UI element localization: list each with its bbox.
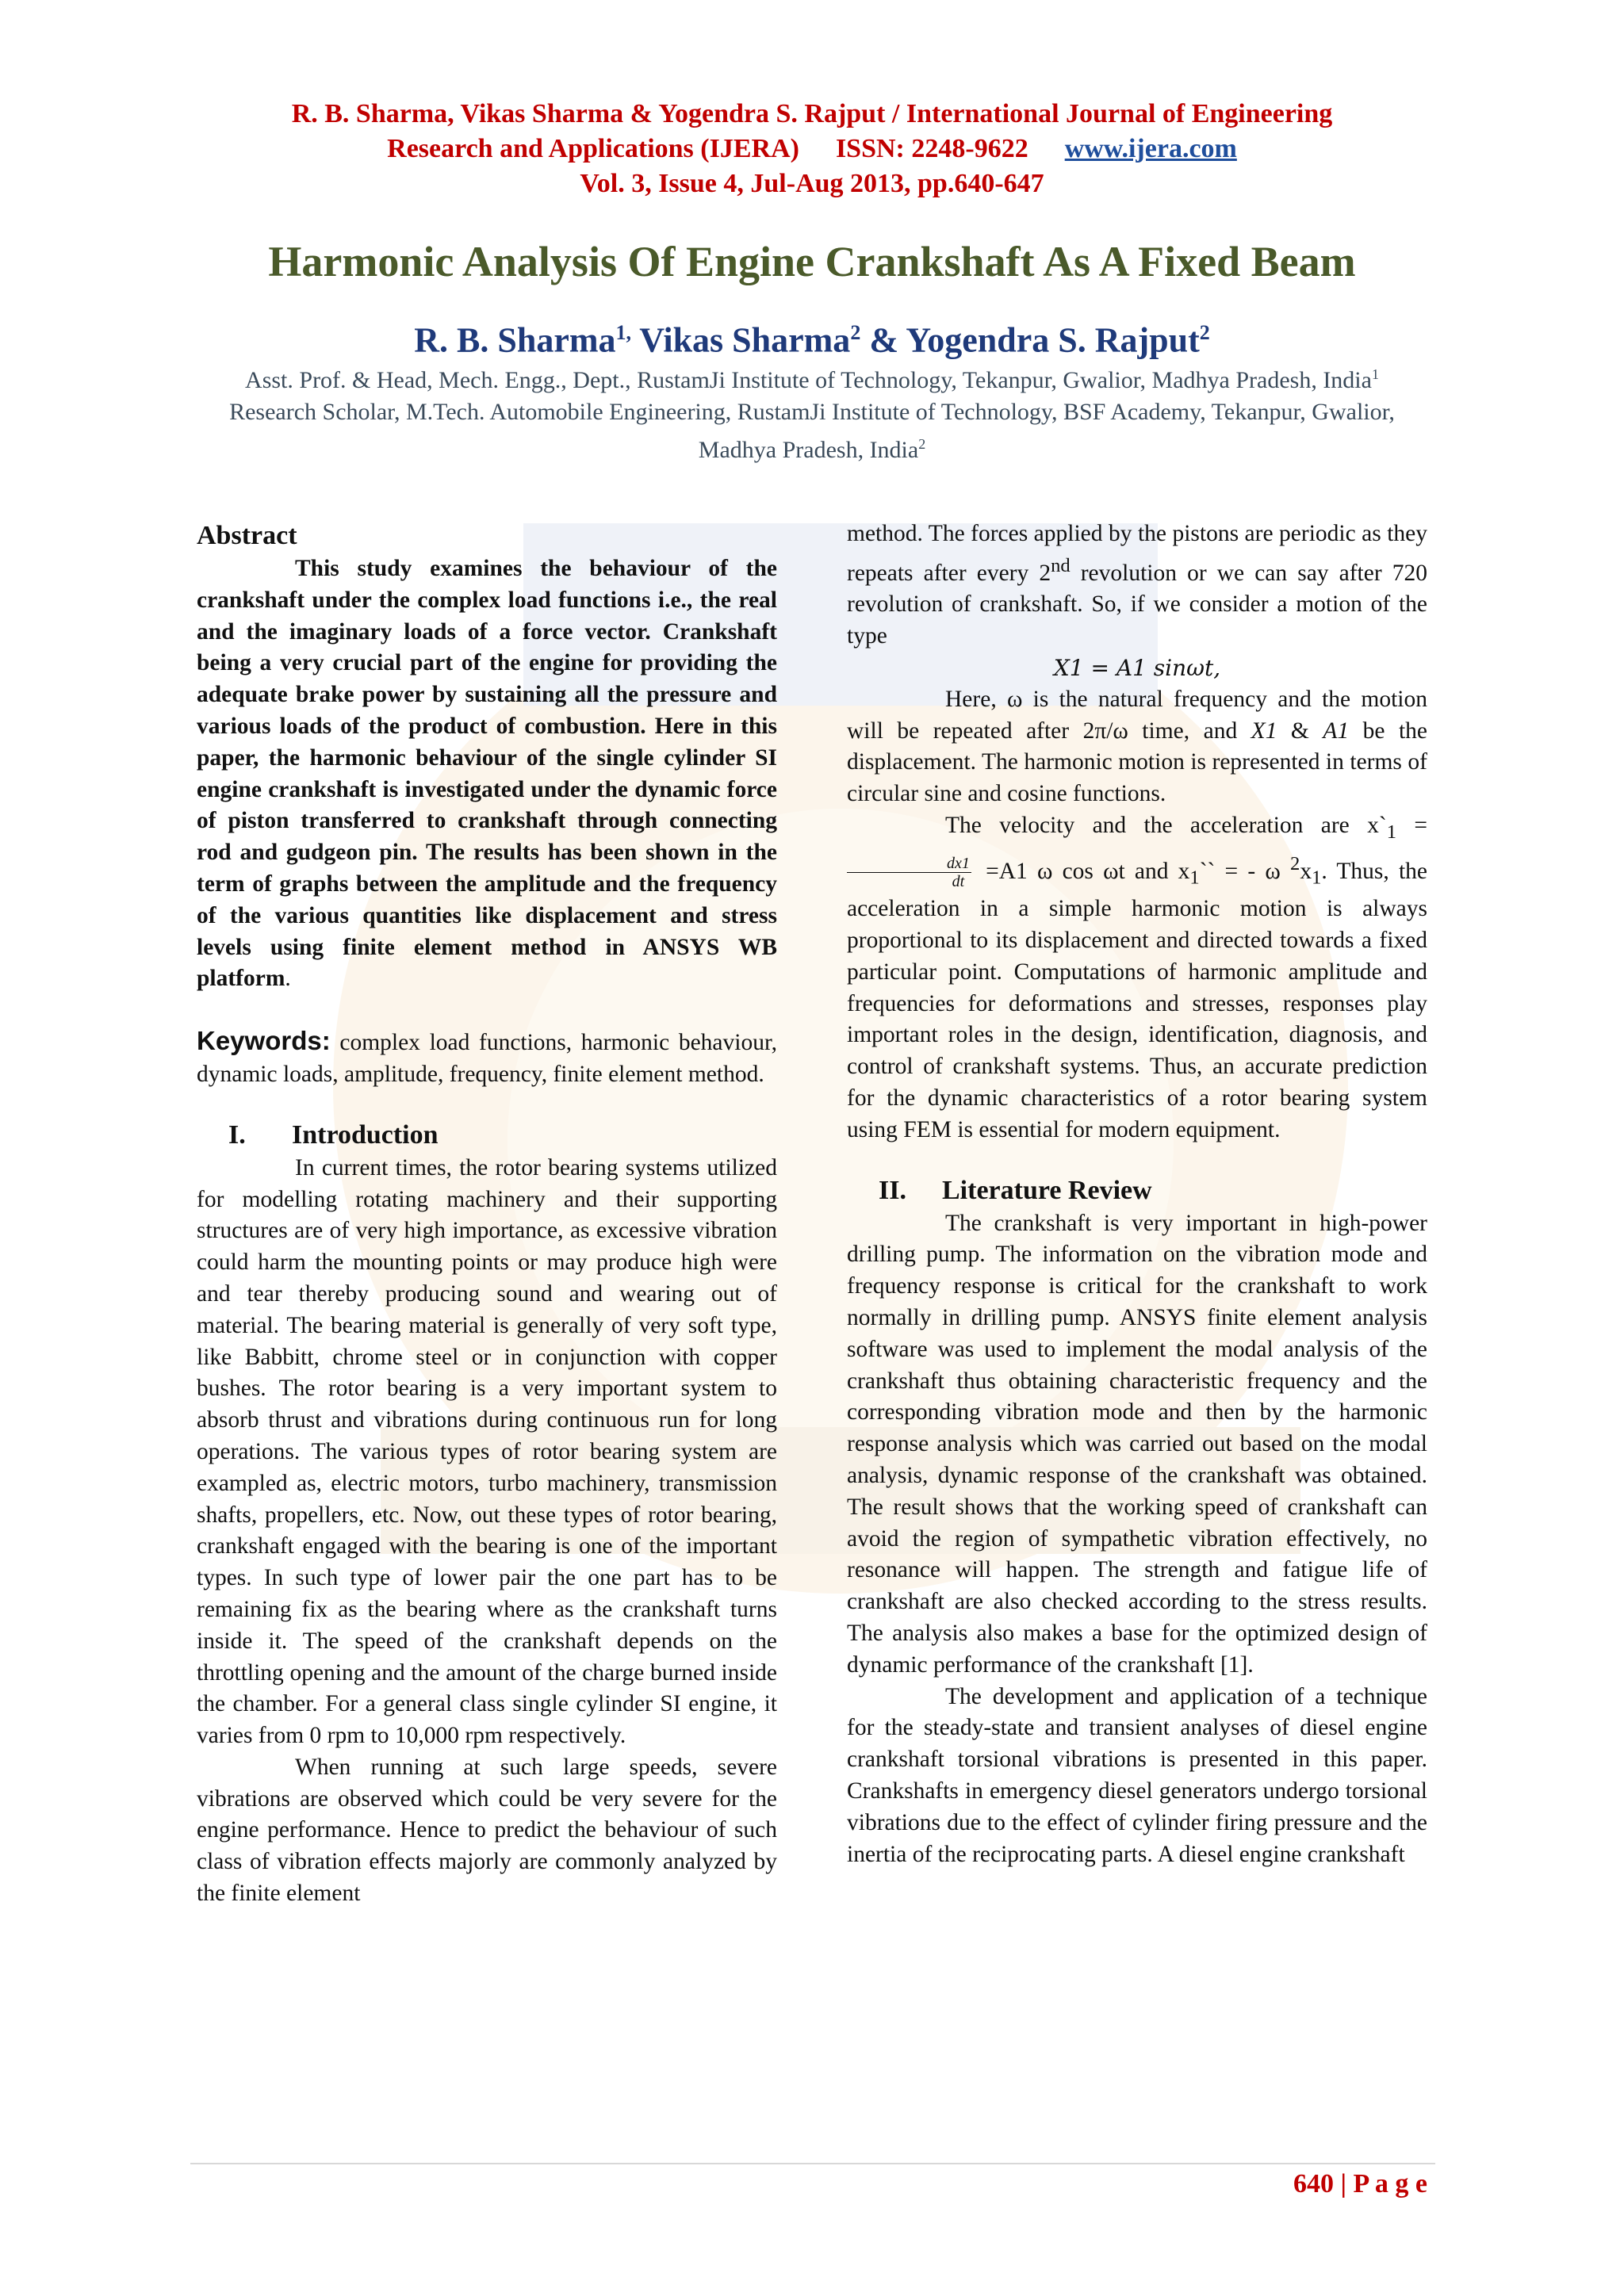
derivative-fraction <box>847 855 971 890</box>
intro-p5-text-c: `` = - ω <box>1199 858 1291 884</box>
section-number-2: II. <box>879 1175 906 1205</box>
keywords-label: Keywords: <box>197 1026 331 1056</box>
intro-p5-text-e: . Thus, the acceleration in a simple harmonic motion is always proportional to its displacement and directed towards a fixed particular point. Computations of harmonic amplitude and frequencies for deformations and stresses, responses play important roles in the design, identification, diagnosis, and control of crankshaft systems. Thus, an accurate prediction for the dynamic characteristics of a rotor bearing system using FEM is essential for modern equipment. <box>847 858 1427 1142</box>
subscript-3: 1 <box>1312 867 1322 889</box>
fraction-numerator: dx1 <box>847 855 971 873</box>
intro-paragraph-3 <box>847 519 1427 652</box>
intro-paragraph-1: In current times, the rotor bearing systems utilized for modelling rotating machinery and their supporting structures are of very high importance, as excessive vibration could harm the mounting points or may produce high were and tear thereby producing sound and wearing out of material. The bearing material is generally of very soft type, like Babbitt, chrome steel or in conjunction with copper bushes. The rotor bearing is a very important system to absorb thrust and vibrations during continuous run for long operations. The various types of rotor bearing system are exampled as, electric motors, turbo machinery, transmission shafts, propellers, etc. Now, out these types of rotor bearing, crankshaft engaged with the bearing is one of the important types. In such type of lower pair the one part has to be remaining fix as the bearing where as the crankshaft turns inside it. The speed of the crankshaft depends on the throttling opening and the amount of the charge burned inside the chamber. For a general class single cylinder SI engine, it varies from 0 rpm to 10,000 rpm respectively. <box>197 1154 777 1749</box>
fraction-denominator: dt <box>952 873 965 891</box>
header-line-3: Vol. 3, Issue 4, Jul-Aug 2013, pp.640-647 <box>580 169 1044 198</box>
symbol-a1: A1 <box>1323 718 1350 744</box>
author-list <box>0 311 1624 363</box>
intro-p3-text-b: revolution or we can say after 720 revolution of crankshaft. So, if we consider a motion of the type <box>847 560 1427 649</box>
journal-header <box>0 97 1624 201</box>
page-number: 640 | P a g e <box>1293 2169 1427 2198</box>
abstract-body <box>197 553 777 995</box>
abstract-period: . <box>285 966 291 992</box>
symbol-x1: X1 <box>1251 718 1277 744</box>
author-2: Vikas Sharma <box>631 320 851 360</box>
intro-paragraph-5 <box>847 810 1427 1146</box>
affiliations <box>222 358 1402 466</box>
intro-p4-text-b: be the displacement. The harmonic motion is represented in terms of circular sine and cosine functions. <box>847 718 1427 807</box>
affiliation-2 <box>222 396 1402 466</box>
issn: ISSN: 2248-9622 <box>835 134 1028 163</box>
paper-title: Harmonic Analysis Of Engine Crankshaft As A Fixed Beam <box>268 238 1356 285</box>
header-line-1: R. B. Sharma, Vikas Sharma & Yogendra S. Rajput / International Journal of Engineering <box>291 99 1333 128</box>
author-3-mark: 2 <box>1199 321 1210 344</box>
journal-name: Research and Applications (IJERA) <box>387 134 799 163</box>
superscript-2: 2 <box>1290 852 1300 874</box>
intro-p5-text-b: =A1 ω cos ωt and x <box>975 858 1190 884</box>
section-title-introduction: Introduction <box>292 1119 439 1150</box>
intro-p5-text-a: The velocity and the acceleration are x` <box>945 813 1387 838</box>
journal-website-link[interactable]: www.ijera.com <box>1064 134 1237 163</box>
lit-paragraph-2: The development and application of a technique for the steady-state and transient analyses of diesel engine crankshaft torsional vibrations is presented in this paper. Crankshafts in emergency diesel generators undergo torsional vibrations due to the effect of cylinder firing pressure and the inertia of the reciprocating parts. A diesel engine crankshaft <box>847 1683 1427 1867</box>
section-heading-literature-review <box>847 1173 1427 1208</box>
author-2-mark: 2 <box>850 321 861 344</box>
abstract-heading: Abstract <box>197 521 297 550</box>
subscript-2: 1 <box>1189 867 1200 889</box>
intro-paragraph-4 <box>847 684 1427 810</box>
header-line-2 <box>0 132 1624 166</box>
section-title-literature-review: Literature Review <box>942 1175 1152 1205</box>
intro-paragraph-2: When running at such large speeds, severe vibrations are observed which could be very severe for the engine performance. Hence to predict the behaviour of such class of vibration effects majorly are commonly analyzed by the finite element <box>197 1754 777 1907</box>
affiliation-1 <box>222 358 1402 396</box>
left-column <box>197 519 777 1910</box>
ordinal-suffix: nd <box>1051 554 1071 576</box>
section-heading-introduction <box>197 1118 777 1153</box>
affiliation-2-mark: 2 <box>918 436 926 452</box>
subscript-1: 1 <box>1386 821 1396 843</box>
author-3: & Yogendra S. Rajput <box>860 320 1200 360</box>
author-1-mark: 1, <box>615 321 632 344</box>
keywords-text: complex load functions, harmonic behaviour, dynamic loads, amplitude, frequency, finite element method. <box>197 1030 777 1087</box>
intro-p4-amp: & <box>1277 718 1323 744</box>
motion-equation: X1 = A1 sinωt, <box>1053 655 1221 682</box>
section-number-1: I. <box>228 1119 246 1150</box>
right-column <box>847 519 1427 1870</box>
affiliation-2-text: Research Scholar, M.Tech. Automobile Engineering, RustamJi Institute of Technology, BSF Academy, Tekanpur, Gwalior, Madhya Pradesh, India <box>229 399 1395 463</box>
author-1: R. B. Sharma <box>414 320 616 360</box>
keywords <box>197 1025 777 1091</box>
intro-p4-text-a: Here, ω is the natural frequency and the motion will be repeated after 2π/ω time, and <box>847 686 1427 744</box>
lit-paragraph-1: The crankshaft is very important in high-power drilling pump. The information on the vibration mode and frequency response is critical for the crankshaft to work normally in drilling pump. ANSYS finite element analysis software was used to implement the modal analysis of the crankshaft thus obtaining characteristic frequency and the corresponding vibration mode and then by the harmonic response analysis which was carried out based on the modal analysis, dynamic response of the crankshaft was obtained. The result shows that the working speed of crankshaft can avoid the region of sympathetic vibration effectively, no resonance will happen. The strength and fatigue life of crankshaft are also checked according to the stress results. The analysis also makes a base for the optimized design of dynamic performance of the crankshaft [1]. <box>847 1210 1427 1678</box>
footer-divider <box>190 2163 1435 2164</box>
abstract-text: This study examines the behaviour of the crankshaft under the complex load functions i.e., the real and the imaginary loads of a force vector. Crankshaft being a very crucial part of the engine for providing the adequate brake power by sustaining all the pressure and various loads of the product of combustion. Here in this paper, the harmonic behaviour of the single cylinder SI engine crankshaft is investigated under the dynamic force of piston transferred to crankshaft through connecting rod and gudgeon pin. The results has been shown in the term of graphs between the amplitude and the frequency of the various quantities like displacement and stress levels using finite element method in ANSYS WB platform <box>197 556 777 992</box>
affiliation-1-mark: 1 <box>1371 366 1379 382</box>
intro-p5-text-d: x <box>1300 858 1312 884</box>
intro-p5-equals: = <box>1396 813 1427 838</box>
intro-p3-text-a: method. The forces applied by the pistons are periodic as they repeats after every 2 <box>847 521 1427 586</box>
affiliation-1-text: Asst. Prof. & Head, Mech. Engg., Dept., RustamJi Institute of Technology, Tekanpur, Gwalior, Madhya Pradesh, India <box>245 367 1372 393</box>
